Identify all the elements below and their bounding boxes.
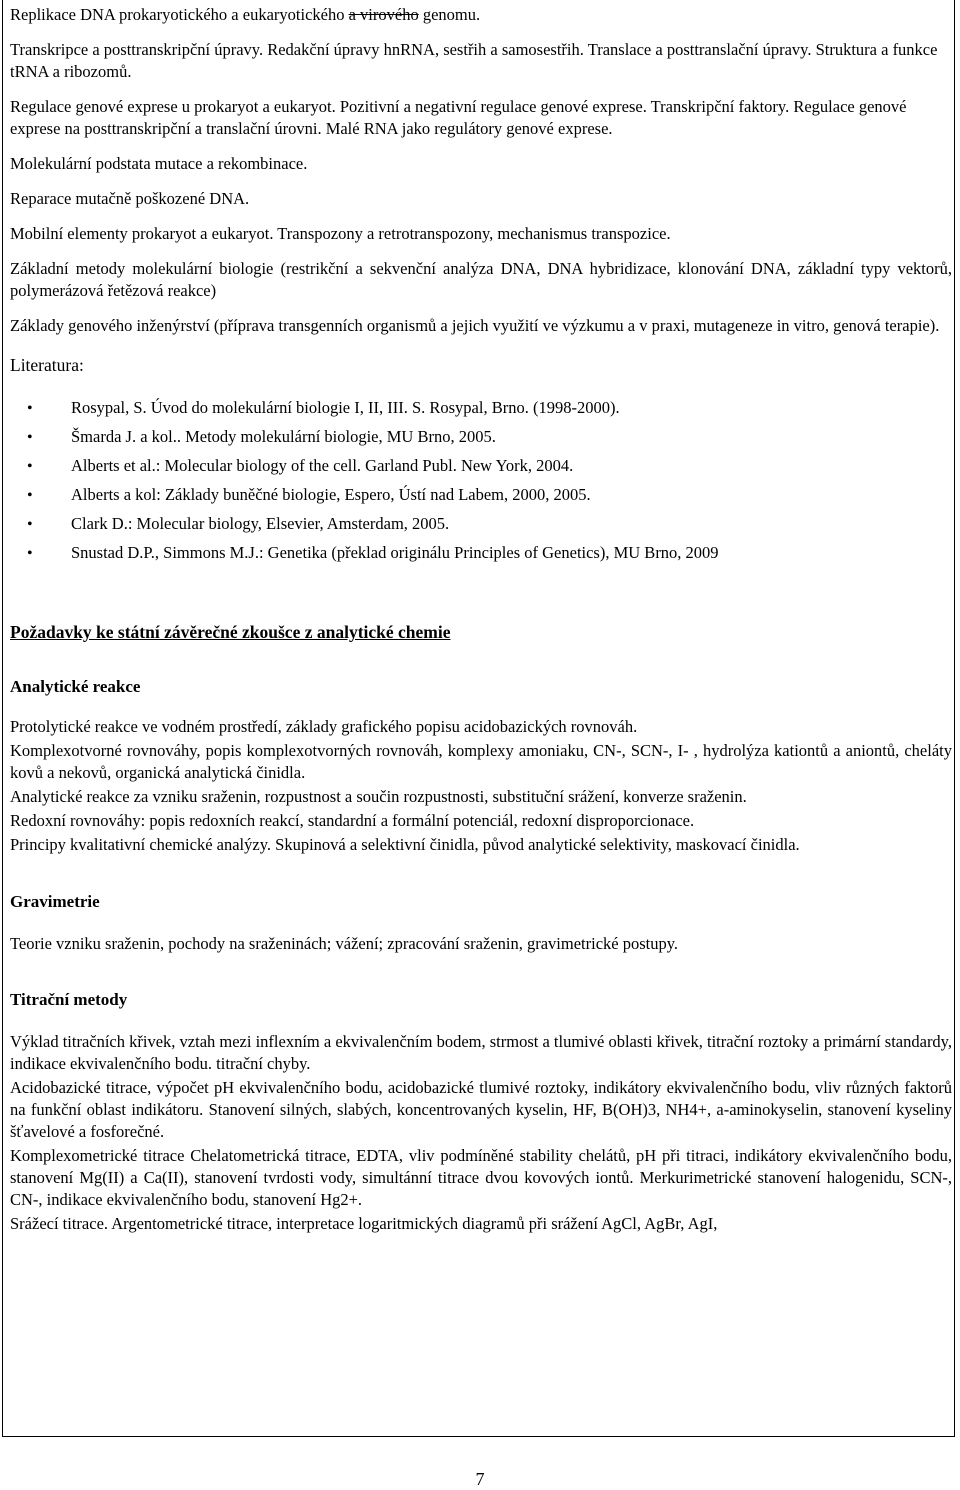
paragraph-genetic-engineering: Základy genového inženýrství (příprava transgenních organismů a jejich využití ve výzkumu a v praxi, mutageneze in vitro, genová terapie). bbox=[10, 316, 940, 335]
bullet-icon: • bbox=[27, 516, 33, 533]
bullet-icon: • bbox=[27, 429, 33, 446]
paragraph-dna-replication bbox=[10, 4, 952, 26]
paragraph-mobile-elements: Mobilní elementy prokaryot a eukaryot. Transpozony a retrotranspozony, mechanismus transpozice. bbox=[10, 224, 671, 243]
list-item bbox=[10, 397, 952, 426]
titration-block bbox=[10, 1031, 952, 1235]
analytical-reactions-block bbox=[10, 716, 952, 856]
analytical-reactions-heading: Analytické reakce bbox=[10, 677, 141, 696]
reaction-line: Redoxní rovnováhy: popis redoxních reakcí, standardní a formální potenciál, redoxní disproporcionace. bbox=[10, 811, 695, 830]
list-item bbox=[10, 484, 952, 513]
titration-line: Srážecí titrace. Argentometrické titrace, interpretace logaritmických diagramů při srážení AgCl, AgBr, AgI, bbox=[10, 1214, 718, 1233]
bullet-icon: • bbox=[27, 487, 33, 504]
reaction-line: Protolytické reakce ve vodném prostředí, základy grafického popisu acidobazických rovnováh. bbox=[10, 717, 638, 736]
bullet-icon: • bbox=[27, 545, 33, 562]
document-content bbox=[10, 4, 952, 1235]
literature-heading: Literatura: bbox=[10, 355, 84, 375]
text-segment: genomu. bbox=[418, 5, 481, 24]
paragraph-repair: Reparace mutačně poškozené DNA. bbox=[10, 189, 250, 208]
bullet-icon: • bbox=[27, 458, 33, 475]
titration-line: Acidobazické titrace, výpočet pH ekvivalenčního bodu, acidobazické tlumivé roztoky, indikátory ekvivalenčního bodu, vliv různých faktorů na funkční oblast indikátoru. Stanovení silných, slabých, koncentrovaných kyselin, HF, B(OH)3, NH4+, a-aminokyselin, stanovení kyseliny šťavelové a fosforečné. bbox=[10, 1078, 952, 1141]
titration-line: Výklad titračních křivek, vztah mezi inflexním a ekvivalenčním bodem, strmost a tlumivé oblasti křivek, titrační roztoky a primární standardy, indikace ekvivalenčního bodu. titrační chyby. bbox=[10, 1032, 952, 1073]
list-item bbox=[10, 542, 952, 571]
paragraph-transcription: Transkripce a posttranskripční úpravy. Redakční úpravy hnRNA, sestřih a samosestřih. Translace a posttranslační úpravy. Struktura a funkce tRNA a ribozomů. bbox=[10, 40, 938, 81]
gravimetry-heading: Gravimetrie bbox=[10, 892, 100, 911]
bullet-icon: • bbox=[27, 400, 33, 417]
struck-text: a virového bbox=[348, 5, 419, 24]
reference-text: Šmarda J. a kol.. Metody molekulární biologie, MU Brno, 2005. bbox=[71, 427, 496, 446]
titration-heading: Titrační metody bbox=[10, 990, 128, 1009]
titration-line: Komplexometrické titrace Chelatometrická titrace, EDTA, vliv podmíněné stability chelátů, pH při titraci, indikátory ekvivalenčního bodu, stanovení Mg(II) a Ca(II), stanovení tvrdosti vody, simultánní titrace dvou kovových iontů. Merkurimetrické stanovení halogenidu, SCN-, CN-, indikace ekvivalenčního bodu, stanovení Hg2+. bbox=[10, 1146, 952, 1209]
list-item bbox=[10, 455, 952, 484]
reference-text: Snustad D.P., Simmons M.J.: Genetika (překlad originálu Principles of Genetics), MU Brno, 2009 bbox=[71, 543, 719, 562]
analytical-chemistry-title: Požadavky ke státní závěrečné zkoušce z analytické chemie bbox=[10, 622, 451, 642]
page-number: 7 bbox=[475, 1469, 485, 1489]
reference-text: Clark D.: Molecular biology, Elsevier, Amsterdam, 2005. bbox=[71, 514, 450, 533]
reference-text: Rosypal, S. Úvod do molekulární biologie I, II, III. S. Rosypal, Brno. (1998-2000). bbox=[71, 398, 620, 417]
reference-text: Alberts a kol: Základy buněčné biologie, Espero, Ústí nad Labem, 2000, 2005. bbox=[71, 485, 591, 504]
list-item bbox=[10, 513, 952, 542]
gravimetry-text: Teorie vzniku sraženin, pochody na sraženinách; vážení; zpracování sraženin, gravimetrické postupy. bbox=[10, 934, 679, 953]
paragraph-gene-regulation: Regulace genové exprese u prokaryot a eukaryot. Pozitivní a negativní regulace genové exprese. Transkripční faktory. Regulace genové exprese na posttranskripční a translační úrovni. Malé RNA jako regulátory genové exprese. bbox=[10, 97, 907, 138]
paragraph-methods: Základní metody molekulární biologie (restrikční a sekvenční analýza DNA, DNA hybridizace, klonování DNA, základní typy vektorů, polymerázová řetězová reakce) bbox=[10, 259, 952, 300]
reaction-line: Komplexotvorné rovnováhy, popis komplexotvorných rovnováh, komplexy amoniaku, CN-, SCN-, I- , hydrolýza kationtů a aniontů, cheláty kovů a nekovů, organická analytická činidla. bbox=[10, 741, 952, 782]
reference-text: Alberts et al.: Molecular biology of the cell. Garland Publ. New York, 2004. bbox=[71, 456, 574, 475]
paragraph-mutation: Molekulární podstata mutace a rekombinace. bbox=[10, 154, 308, 173]
list-item bbox=[10, 426, 952, 455]
reaction-line: Principy kvalitativní chemické analýzy. Skupinová a selektivní činidla, původ analytické selektivity, maskovací činidla. bbox=[10, 835, 800, 854]
text-segment: Replikace DNA prokaryotického a eukaryotického bbox=[10, 5, 349, 24]
reaction-line: Analytické reakce za vzniku sraženin, rozpustnost a součin rozpustnosti, substituční srážení, konverze sraženin. bbox=[10, 787, 747, 806]
literature-list bbox=[10, 397, 952, 571]
